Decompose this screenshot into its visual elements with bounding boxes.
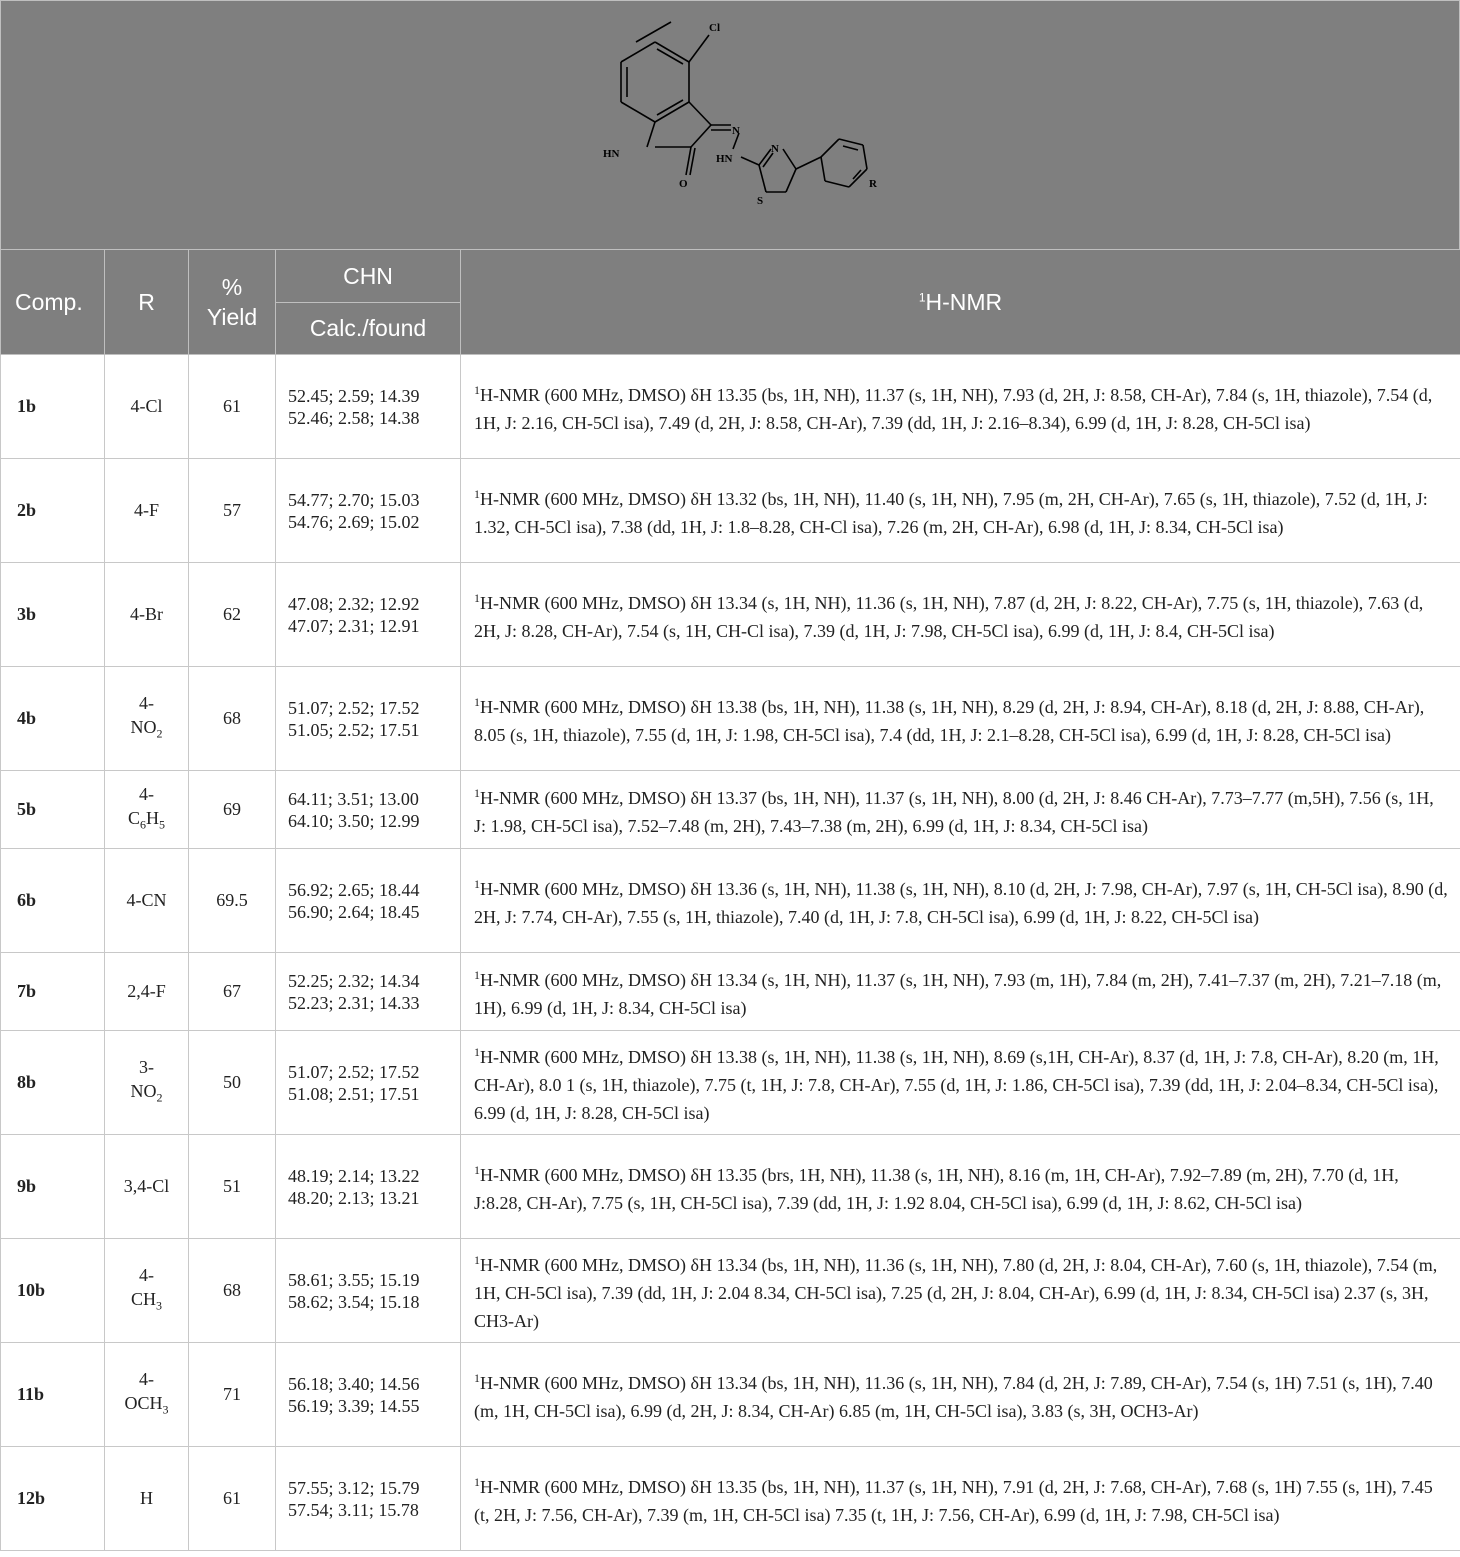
cell-yield: 69.5 (189, 849, 276, 953)
cell-yield: 62 (189, 563, 276, 667)
r-sub: 6 (140, 817, 146, 832)
r-prefix: 4- (139, 693, 154, 714)
chn-calc: 57.55; 3.12; 15.79 (288, 1477, 420, 1498)
structure-header (0, 0, 1460, 249)
chn-calc: 58.61; 3.55; 15.19 (288, 1269, 420, 1290)
cell-comp: 6b (1, 849, 105, 953)
header-yield-line2: Yield (206, 304, 258, 330)
cell-r: 4-F (105, 459, 189, 563)
cell-chn (276, 771, 461, 849)
chn-found: 54.76; 2.69; 15.02 (288, 511, 420, 532)
table-row (1, 667, 1460, 771)
nmr-text: H-NMR (600 MHz, DMSO) δH 13.38 (bs, 1H, NH), 11.38 (s, 1H, NH), 8.29 (d, 2H, J: 8.94, CH-Ar), 8.18 (d, 2H, J: 8.88, CH-Ar), 8.05 (s, 1H, thiazole), 7.55 (d, 1H, J: 1.98, CH-5Cl isa), 7.4 (dd, 1H, J: 2.1–8.28, CH-5Cl isa), 6.99 (d, 1H, J: 8.28, CH-5Cl isa) (474, 697, 1425, 745)
label-hn: HN (603, 148, 620, 160)
cell-comp: 4b (1, 667, 105, 771)
cell-comp: 9b (1, 1135, 105, 1239)
cell-comp: 8b (1, 1031, 105, 1135)
cell-chn (276, 1239, 461, 1343)
cell-r (105, 771, 189, 849)
chn-found: 56.19; 3.39; 14.55 (288, 1395, 420, 1416)
nmr-sup: 1 (474, 1253, 480, 1267)
header-nmr-text: H-NMR (925, 288, 1003, 315)
cell-yield: 61 (189, 355, 276, 459)
nmr-sup: 1 (474, 1045, 480, 1059)
label-hn-hydrazone: HN (716, 153, 733, 165)
cell-comp: 2b (1, 459, 105, 563)
cell-comp: 3b (1, 563, 105, 667)
label-n-imine: N (732, 125, 740, 137)
cell-yield: 69 (189, 771, 276, 849)
nmr-text: H-NMR (600 MHz, DMSO) δH 13.32 (bs, 1H, NH), 11.40 (s, 1H, NH), 7.95 (m, 2H, CH-Ar), 7.65 (s, 1H, thiazole), 7.52 (d, 1H, J: 1.32, CH-5Cl isa), 7.38 (dd, 1H, J: 1.8–8.28, CH-Cl isa), 7.26 (m, 2H, CH-Ar), 6.98 (d, 1H, J: 8.34, CH-5Cl isa) (474, 489, 1428, 537)
cell-yield: 61 (189, 1447, 276, 1551)
cell-yield: 68 (189, 667, 276, 771)
nmr-text: H-NMR (600 MHz, DMSO) δH 13.34 (bs, 1H, NH), 11.36 (s, 1H, NH), 7.84 (d, 2H, J: 7.89, CH-Ar), 7.54 (s, 1H) 7.51 (s, 1H), 7.40 (m, 1H, CH-5Cl isa), 6.99 (d, 2H, J: 8.34, CH-Ar) 6.85 (m, 1H, CH-5Cl isa), 3.83 (s, 3H, OCH3-Ar) (474, 1373, 1433, 1421)
nmr-sup: 1 (474, 1163, 480, 1177)
chn-found: 51.05; 2.52; 17.51 (288, 719, 420, 740)
cell-yield: 50 (189, 1031, 276, 1135)
r-prefix: 3- (139, 1057, 154, 1078)
chn-found: 57.54; 3.11; 15.78 (288, 1499, 419, 1520)
chn-found: 56.90; 2.64; 18.45 (288, 901, 420, 922)
cell-r (105, 1239, 189, 1343)
nmr-sup: 1 (474, 1475, 480, 1489)
cell-r: 3,4-Cl (105, 1135, 189, 1239)
chn-calc: 52.25; 2.32; 14.34 (288, 970, 420, 991)
cell-yield: 71 (189, 1343, 276, 1447)
r-prefix: 4- (139, 1369, 154, 1390)
nmr-sup: 1 (474, 877, 480, 891)
r-prefix: 4- (139, 1265, 154, 1286)
cell-nmr (461, 563, 1460, 667)
r-group: C (127, 808, 140, 829)
nmr-sup: 1 (474, 487, 480, 501)
r-sub-2: 5 (159, 817, 165, 832)
label-r: R (869, 178, 877, 190)
chn-found: 47.07; 2.31; 12.91 (288, 615, 420, 636)
nmr-text: H-NMR (600 MHz, DMSO) δH 13.34 (s, 1H, NH), 11.37 (s, 1H, NH), 7.93 (m, 1H), 7.84 (m, 2H), 7.41–7.37 (m, 2H), 7.21–7.18 (m, 1H), 6.99 (d, 1H, J: 8.34, CH-5Cl isa) (474, 970, 1442, 1018)
table-row (1, 355, 1460, 459)
header-chn-sub: Calc./found (276, 303, 461, 355)
chn-found: 64.10; 3.50; 12.99 (288, 810, 420, 831)
cell-nmr (461, 1135, 1460, 1239)
chn-calc: 64.11; 3.51; 13.00 (288, 788, 419, 809)
cell-comp: 5b (1, 771, 105, 849)
table-row (1, 563, 1460, 667)
cell-yield: 68 (189, 1239, 276, 1343)
nmr-sup: 1 (474, 695, 480, 709)
cell-comp: 10b (1, 1239, 105, 1343)
nmr-text: H-NMR (600 MHz, DMSO) δH 13.35 (bs, 1H, NH), 11.37 (s, 1H, NH), 7.93 (d, 2H, J: 8.58, CH-Ar), 7.84 (s, 1H, thiazole), 7.54 (d, 1H, J: 2.16, CH-5Cl isa), 7.49 (d, 2H, J: 8.58, CH-Ar), 7.39 (dd, 1H, J: 2.16–8.34), 6.99 (d, 1H, J: 8.28, CH-5Cl isa) (474, 385, 1433, 433)
cell-yield: 57 (189, 459, 276, 563)
chn-calc: 52.45; 2.59; 14.39 (288, 385, 420, 406)
nmr-text: H-NMR (600 MHz, DMSO) δH 13.37 (bs, 1H, NH), 11.37 (s, 1H, NH), 8.00 (d, 2H, J: 8.46 CH-Ar), 7.73–7.77 (m,5H), 7.56 (s, 1H, J: 1.98, CH-5Cl isa), 7.52–7.48 (m, 2H), 7.43–7.38 (m, 2H), 6.99 (d, 1H, J: 8.34, CH-5Cl isa) (474, 788, 1434, 836)
r-group: NO (130, 1081, 157, 1102)
cell-chn (276, 1135, 461, 1239)
cell-yield: 51 (189, 1135, 276, 1239)
nmr-sup: 1 (474, 591, 480, 605)
chemical-structure-diagram (591, 7, 881, 217)
cell-nmr (461, 1343, 1460, 1447)
cell-r: 4-CN (105, 849, 189, 953)
chn-found: 51.08; 2.51; 17.51 (288, 1083, 420, 1104)
nmr-text: H-NMR (600 MHz, DMSO) δH 13.36 (s, 1H, NH), 11.38 (s, 1H, NH), 8.10 (d, 2H, J: 7.98, CH-Ar), 7.97 (s, 1H, CH-5Cl isa), 8.90 (d, 2H, J: 7.74, CH-Ar), 7.55 (s, 1H, thiazole), 7.40 (d, 1H, J: 7.8, CH-5Cl isa), 6.99 (d, 1H, J: 8.22, CH-5Cl isa) (474, 879, 1448, 927)
cell-r (105, 1343, 189, 1447)
cell-chn (276, 1343, 461, 1447)
r-group: CH (130, 1289, 156, 1310)
nmr-text: H-NMR (600 MHz, DMSO) δH 13.35 (bs, 1H, NH), 11.37 (s, 1H, NH), 7.91 (d, 2H, J: 7.68, CH-Ar), 7.68 (s, 1H) 7.55 (s, 1H), 7.45 (t, 2H, J: 7.56, CH-Ar), 7.39 (m, 1H, CH-5Cl isa) 7.35 (t, 1H, J: 7.56, CH-Ar), 6.99 (d, 1H, J: 7.98, CH-5Cl isa) (474, 1477, 1433, 1525)
r-sub: 2 (156, 726, 163, 741)
cell-chn (276, 355, 461, 459)
cell-comp: 7b (1, 953, 105, 1031)
chn-found: 52.23; 2.31; 14.33 (288, 992, 420, 1013)
r-group: OCH (124, 1393, 163, 1414)
cell-comp: 11b (1, 1343, 105, 1447)
nmr-sup: 1 (474, 786, 480, 800)
cell-r: 2,4-F (105, 953, 189, 1031)
table-row (1, 1343, 1460, 1447)
nmr-text: H-NMR (600 MHz, DMSO) δH 13.34 (s, 1H, NH), 11.36 (s, 1H, NH), 7.87 (d, 2H, J: 8.22, CH-Ar), 7.75 (s, 1H, thiazole), 7.63 (d, 2H, J: 8.28, CH-Ar), 7.54 (s, 1H, CH-Cl isa), 7.39 (d, 1H, J: 7.98, CH-5Cl isa), 6.99 (d, 1H, J: 8.4, CH-5Cl isa) (474, 593, 1424, 641)
cell-nmr (461, 953, 1460, 1031)
nmr-text: H-NMR (600 MHz, DMSO) δH 13.35 (brs, 1H, NH), 11.38 (s, 1H, NH), 8.16 (m, 1H, CH-Ar), 7.92–7.89 (m, 2H), 7.70 (d, 1H, J:8.28, CH-Ar), 7.75 (s, 1H, CH-5Cl isa), 7.39 (dd, 1H, J: 1.92 8.04, CH-5Cl isa), 6.99 (d, 1H, J: 8.62, CH-5Cl isa) (474, 1165, 1399, 1213)
cell-chn (276, 1447, 461, 1551)
nmr-sup: 1 (474, 1371, 480, 1385)
chn-calc: 56.18; 3.40; 14.56 (288, 1373, 420, 1394)
cell-nmr (461, 849, 1460, 953)
cell-r: 4-Cl (105, 355, 189, 459)
cell-nmr (461, 667, 1460, 771)
cell-chn (276, 849, 461, 953)
cell-nmr (461, 1239, 1460, 1343)
r-prefix: 4- (139, 784, 154, 805)
cell-nmr (461, 771, 1460, 849)
r-group-2: H (146, 808, 159, 829)
chn-calc: 51.07; 2.52; 17.52 (288, 697, 420, 718)
header-yield (189, 250, 276, 355)
cell-r: H (105, 1447, 189, 1551)
cell-chn (276, 459, 461, 563)
header-chn: CHN (276, 250, 461, 303)
header-nmr (461, 250, 1460, 355)
r-sub: 2 (156, 1090, 163, 1105)
chn-found: 58.62; 3.54; 15.18 (288, 1291, 420, 1312)
label-n-thiazole: N (771, 143, 779, 155)
table-row (1, 1447, 1460, 1551)
compound-table (0, 249, 1460, 1551)
cell-r (105, 1031, 189, 1135)
cell-chn (276, 667, 461, 771)
cell-chn (276, 563, 461, 667)
header-yield-line1: % (221, 274, 243, 300)
chn-calc: 56.92; 2.65; 18.44 (288, 879, 420, 900)
label-s: S (757, 195, 764, 207)
table-row (1, 953, 1460, 1031)
cell-yield: 67 (189, 953, 276, 1031)
cell-chn (276, 953, 461, 1031)
table-row (1, 771, 1460, 849)
table-row (1, 1135, 1460, 1239)
nmr-text: H-NMR (600 MHz, DMSO) δH 13.34 (bs, 1H, NH), 11.36 (s, 1H, NH), 7.80 (d, 2H, J: 8.04, CH-Ar), 7.60 (s, 1H, thiazole), 7.54 (m, 1H, CH-5Cl isa), 7.39 (dd, 1H, J: 2.04 8.34, CH-5Cl isa), 7.25 (d, 2H, J: 8.04, CH-Ar), 6.99 (d, 1H, J: 8.34, CH-5Cl isa) 2.37 (s, 3H, CH3-Ar) (474, 1255, 1438, 1331)
table-row (1, 1031, 1460, 1135)
cell-nmr (461, 355, 1460, 459)
header-comp: Comp. (1, 250, 105, 355)
cell-comp: 12b (1, 1447, 105, 1551)
label-o: O (679, 178, 688, 190)
chn-calc: 51.07; 2.52; 17.52 (288, 1061, 420, 1082)
table-row (1, 849, 1460, 953)
cell-r (105, 667, 189, 771)
r-sub: 3 (156, 1298, 162, 1313)
cell-nmr (461, 1447, 1460, 1551)
cell-comp: 1b (1, 355, 105, 459)
nmr-text: H-NMR (600 MHz, DMSO) δH 13.38 (s, 1H, NH), 11.38 (s, 1H, NH), 8.69 (s,1H, CH-Ar), 8.37 (d, 1H, J: 7.8, CH-Ar), 8.20 (m, 1H, CH-Ar), 8.0 1 (s, 1H, thiazole), 7.75 (t, 1H, J: 7.8, CH-Ar), 7.55 (d, 1H, J: 1.86, CH-5Cl isa), 7.39 (dd, 1H, J: 2.04–8.34, CH-5Cl isa), 6.99 (d, 1H, J: 8.28, CH-5Cl isa) (474, 1047, 1439, 1123)
cell-nmr (461, 459, 1460, 563)
cell-r: 4-Br (105, 563, 189, 667)
r-sub: 3 (162, 1402, 169, 1417)
chn-calc: 54.77; 2.70; 15.03 (288, 489, 420, 510)
cell-nmr (461, 1031, 1460, 1135)
r-group: NO (130, 717, 157, 738)
cell-chn (276, 1031, 461, 1135)
chn-calc: 48.19; 2.14; 13.22 (288, 1165, 420, 1186)
nmr-sup: 1 (474, 383, 480, 397)
header-nmr-sup: 1 (918, 289, 926, 304)
header-r: R (105, 250, 189, 355)
nmr-sup: 1 (474, 968, 480, 982)
table-row (1, 459, 1460, 563)
table-row (1, 1239, 1460, 1343)
chn-calc: 47.08; 2.32; 12.92 (288, 593, 420, 614)
chn-found: 52.46; 2.58; 14.38 (288, 407, 420, 428)
chn-found: 48.20; 2.13; 13.21 (288, 1187, 420, 1208)
label-cl: Cl (709, 22, 720, 34)
